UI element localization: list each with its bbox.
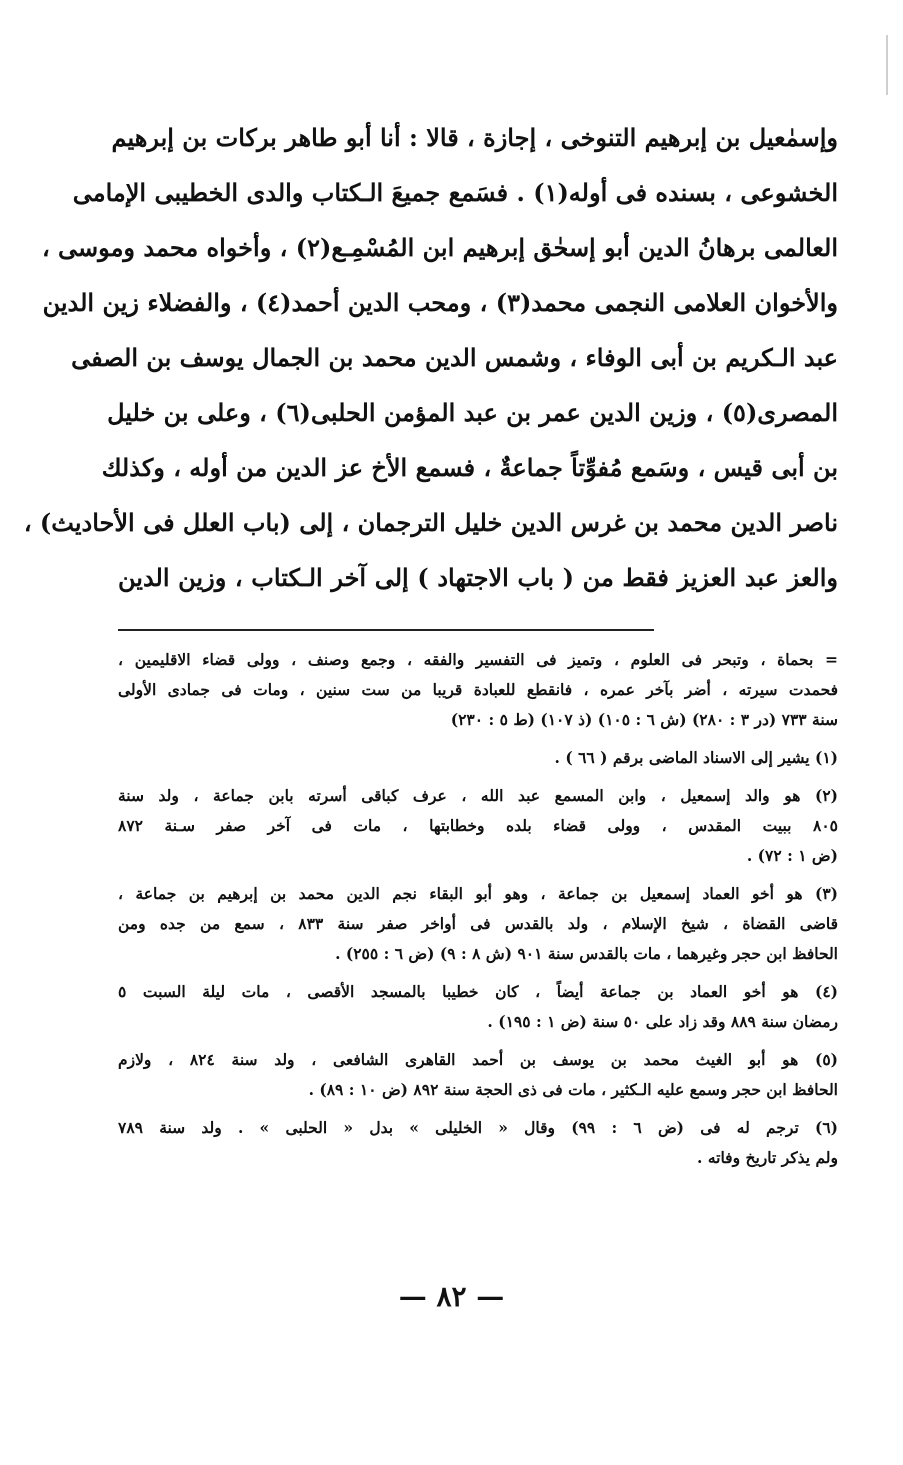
footnote-line: سنة ٧٣٣ (در ٣ : ٢٨٠) (ش ٦ : ١٠٥) (ذ ١٠٧) (ط ٥ : ٢٣٠) (450, 710, 838, 729)
footnotes (118, 645, 838, 1173)
footnote-line: (ض ١ : ٧٢) . (746, 846, 838, 865)
footnote-1 (118, 743, 838, 773)
footnote-separator (118, 629, 654, 631)
main-text-line: العالمى برهانُ الدين أبو إسحٰق إبرهيم ابن المُسْمِـع(٢) ، وأخواه محمد وموسى ، (41, 233, 838, 262)
footnote-4 (118, 977, 838, 1037)
footnote-line: رمضان سنة ٨٨٩ وقد زاد على ٥٠ سنة (ض ١ : ١٩٥) . (487, 1012, 838, 1031)
footnote-6 (118, 1113, 838, 1173)
footnote-line: (٢) هو والد إسمعيل ، وابن المسمع عبد الله ، عرف كباقى أسرته بابن جماعة ، ولد سنة (118, 786, 838, 805)
footnote-2 (118, 781, 838, 871)
footnote-line: ولم يذكر تاريخ وفاته . (697, 1148, 838, 1167)
footnote-line: قاضى القضاة ، شيخ الإسلام ، ولد بالقدس فى أواخر صفر سنة ٨٣٣ ، سمع من جده ومن (118, 914, 838, 933)
footnote-line: الحافظ ابن حجر وغيرهما ، مات بالقدس سنة ٩٠١ (ش ٨ : ٩) (ض ٦ : ٢٥٥) . (335, 944, 838, 963)
main-text-line: بن أبى قيس ، وسَمع مُفوِّتاً جماعةٌ ، فسمع الأخ عز الدين من أوله ، وكذلك (101, 453, 838, 482)
page-body (23, 110, 839, 1181)
footnote-line: ٨٠٥ ببيت المقدس ، وولى قضاء بلده وخطابتها ، مات فى آخر صفر سـنة ٨٧٢ (118, 816, 838, 835)
footnote-line: = بحماة ، وتبحر فى العلوم ، وتميز فى التفسير والفقه ، وجمع وصنف ، وولى قضاء الاقليمين ، (118, 650, 838, 669)
footnote-line: (٦) ترجم له فى (ض ٦ : ٩٩) وقال « الخليلى » بدل « الحلبى » . ولد سنة ٧٨٩ (118, 1118, 839, 1137)
footnote-line: (٥) هو أبو الغيث محمد بن يوسف بن أحمد القاهرى الشافعى ، ولد سنة ٨٢٤ ، ولازم (118, 1050, 838, 1069)
main-text (23, 110, 838, 605)
footnote-line: (١) يشير إلى الاسناد الماضى برقم ( ٦٦ ) . (554, 748, 838, 767)
main-text-line: ناصر الدين محمد بن غرس الدين خليل الترجمان ، إلى (باب العلل فى الأحاديث) ، (23, 508, 838, 537)
margin-mark (886, 35, 888, 95)
footnote-line: فحمدت سيرته ، أضر بآخر عمره ، فانقطع للعبادة قريبا من ست سنين ، ومات فى جمادى الأولى (118, 680, 838, 699)
footnote-continued (118, 645, 838, 735)
footnote-line: (٤) هو أخو العماد بن جماعة أيضاً ، كان خطيبا بالمسجد الأقصى ، مات ليلة السبت ٥ (118, 982, 838, 1001)
footnote-line: (٣) هو أخو العماد إسمعيل بن جماعة ، وهو أبو البقاء نجم الدين محمد بن إبرهيم بن جماعة ، (118, 884, 838, 903)
main-text-line: الخشوعى ، بسنده فى أوله(١) . فسَمع جميعَ الـكتاب والدى الخطيبى الإمامى (72, 178, 838, 207)
main-text-line: المصرى(٥) ، وزين الدين عمر بن عبد المؤمن الحلبى(٦) ، وعلى بن خليل (107, 398, 838, 427)
footnote-5 (118, 1045, 838, 1105)
main-text-line: والأخوان العلامى النجمى محمد(٣) ، ومحب الدين أحمد(٤) ، والفضلاء زين الدين (42, 288, 838, 317)
main-text-line: وإسمٰعيل بن إبرهيم التنوخى ، إجازة ، قالا : أنا أبو طاهر بركات بن إبرهيم (111, 123, 838, 152)
main-text-line: عبد الـكريم بن أبى الوفاء ، وشمس الدين محمد بن الجمال يوسف بن الصفى (71, 343, 838, 372)
page-number: — ٨٢ — (398, 1280, 505, 1313)
footnote-3 (118, 879, 838, 969)
main-text-line: والعز عبد العزيز فقط من ( باب الاجتهاد ) إلى آخر الـكتاب ، وزين الدين (118, 563, 838, 592)
footnote-line: الحافظ ابن حجر وسمع عليه الـكثير ، مات فى ذى الحجة سنة ٨٩٢ (ض ١٠ : ٨٩) . (308, 1080, 838, 1099)
